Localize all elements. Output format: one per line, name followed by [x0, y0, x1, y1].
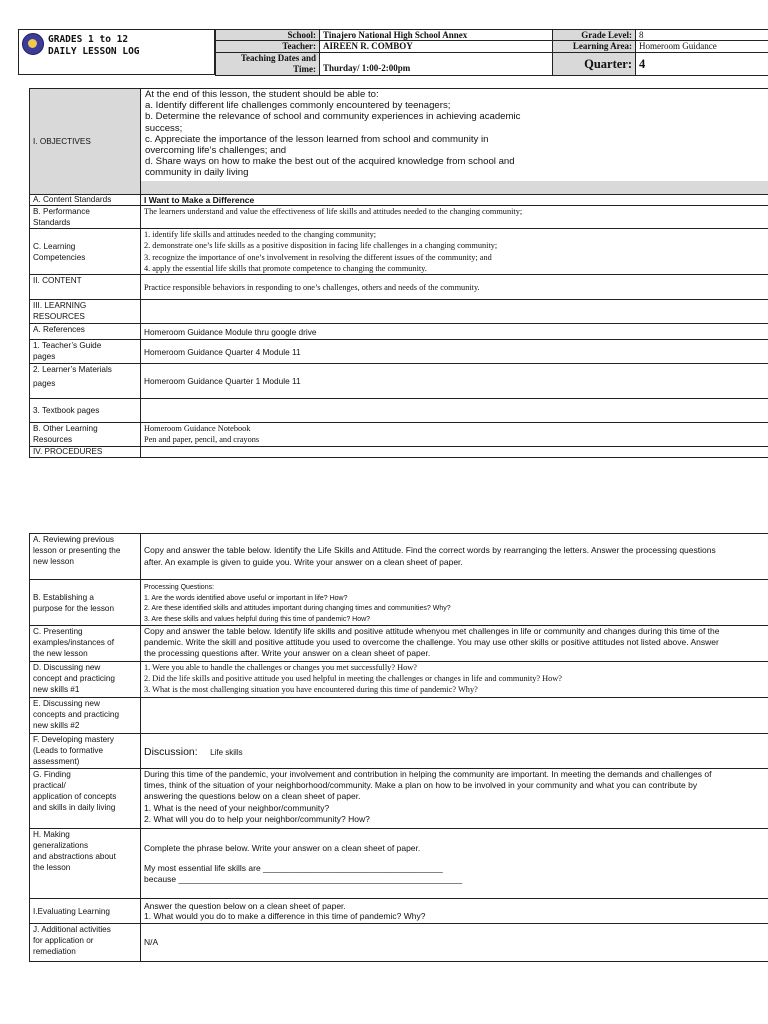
proc-c-text: Copy and answer the table below. Identify life skills and positive attitude whenyou met challenges in life or community and changes during this time of the pandemic. Write the skill and positive attitude you used to overcome the challenge. You may use other skills or positive attitudes not listed above. Answer the processing questions after. Write your answer on a clean sheet of paper. — [141, 626, 768, 662]
teachers-guide-label: 1. Teacher’s Guide pages — [30, 340, 141, 364]
learners-materials-value: Homeroom Guidance Quarter 1 Module 11 — [141, 364, 768, 399]
proc-j-text: N/A — [141, 924, 768, 962]
area-value: Homeroom Guidance — [636, 41, 768, 53]
textbook-pages-value — [141, 399, 768, 423]
textbook-pages-label: 3. Textbook pages — [30, 399, 141, 423]
deped-seal-icon — [22, 33, 44, 55]
proc-d-label: D. Discussing new concept and practicing new skills #1 — [30, 662, 141, 698]
proc-e-text — [141, 698, 768, 734]
learning-resources-value — [141, 300, 768, 324]
performance-standards-label: B. Performance Standards — [30, 206, 141, 229]
lesson-table-top — [29, 88, 768, 458]
content-label: II. CONTENT — [30, 275, 141, 300]
other-resources-label: B. Other Learning Resources — [30, 423, 141, 447]
quarter-label: Quarter: — [553, 53, 636, 76]
proc-c-label: C. Presenting examples/instances of the new lesson — [30, 626, 141, 662]
objectives-text: At the end of this lesson, the student should be able to: a. Identify different life challenges commonly encountered by teenagers; b. Determine the relevance of school and community experiences in achieving academic success; c. Appreciate the importance of the lesson learned from school and community in overcoming life’s challenges; and d. Share ways on how to make the best out of the acquired knowledge from school and community in daily living — [145, 89, 521, 179]
area-label: Learning Area: — [553, 41, 636, 53]
teacher-value: AIREEN R. COMBOY — [320, 41, 553, 53]
proc-i-text: Answer the question below on a clean sheet of paper. 1. What would you do to make a difference in this time of pandemic? Why? — [141, 899, 768, 924]
objectives-cell — [141, 89, 768, 195]
school-value: Tinajero National High School Annex — [320, 30, 553, 41]
dates-value: Thurday/ 1:00-2:00pm — [320, 53, 553, 76]
content-standards-value: I Want to Make a Difference — [141, 195, 768, 206]
proc-a-label: A. Reviewing previous lesson or presenting the new lesson — [30, 534, 141, 580]
content-standards-label: A. Content Standards — [30, 195, 141, 206]
proc-f-label: F. Developing mastery (Leads to formative assessment) — [30, 734, 141, 769]
proc-e-label: E. Discussing new concepts and practicing new skills #2 — [30, 698, 141, 734]
proc-h-text: Complete the phrase below. Write your answer on a clean sheet of paper. My most essential life skills are ______________________________________ because ____________________________________________________________ — [141, 829, 768, 899]
procedures-value — [141, 447, 768, 458]
grade-label: Grade Level: — [553, 30, 636, 41]
proc-a-text: Copy and answer the table below. Identify the Life Skills and Attitude. Find the correct words by rearranging the letters. Answer the processing questions after. An example is given to guide you. Write your answer on a clean sheet of paper. — [141, 534, 768, 580]
dates-label: Teaching Dates and Time: — [216, 53, 320, 76]
proc-d-text: 1. Were you able to handle the challenges or changes you met successfully? How? 2. Did the life skills and positive attitude you used helpful in meeting the challenges or changes in life and community? How? 3. What is the most challenging situation you have encountered during this time of pandemic? Why? — [141, 662, 768, 698]
school-label: School: — [216, 30, 320, 41]
proc-g-text: During this time of the pandemic, your involvement and contribution in helping the community are important. In meeting the demands and challenges of times, think of the situation of your neighborhood/community. Make a plan on how to be involved in your community and what you can contribute by answering the questions below on a clean sheet of paper. 1. What is the need of your neighbor/community? 2. What will you do to help your neighbor/community? How? — [141, 769, 768, 829]
other-resources-value: Homeroom Guidance Notebook Pen and paper, pencil, and crayons — [141, 423, 768, 447]
teacher-label: Teacher: — [216, 41, 320, 53]
competencies-value: 1. identify life skills and attitudes needed to the changing community; 2. demonstrate one’s life skills as a positive disposition in facing life challenges in a changing community; 3. recognize the importance of one’s involvement in resolving the different issues of the community; and 4. apply the essential life skills that promote competence to changing the community. — [141, 229, 768, 275]
proc-f-text: Discussion: Life skills — [141, 734, 768, 769]
grade-value: 8 — [636, 30, 768, 41]
learners-materials-label: 2. Learner’s Materials pages — [30, 364, 141, 399]
objectives-label: I. OBJECTIVES — [30, 89, 141, 195]
proc-g-label: G. Finding practical/ application of concepts and skills in daily living — [30, 769, 141, 829]
references-value: Homeroom Guidance Module thru google drive — [141, 324, 768, 340]
objectives-shade — [141, 181, 768, 194]
header-table — [215, 29, 768, 76]
competencies-label: C. Learning Competencies — [30, 229, 141, 275]
learning-resources-label: III. LEARNING RESOURCES — [30, 300, 141, 324]
proc-j-label: J. Additional activities for application or remediation — [30, 924, 141, 962]
lesson-table-procedures — [29, 533, 768, 962]
performance-standards-value: The learners understand and value the effectiveness of life skills and attitudes needed to the changing community; — [141, 206, 768, 229]
references-label: A. References — [30, 324, 141, 340]
proc-i-label: I.Evaluating Learning — [30, 899, 141, 924]
teachers-guide-value: Homeroom Guidance Quarter 4 Module 11 — [141, 340, 768, 364]
page-title: GRADES 1 to 12 DAILY LESSON LOG — [48, 34, 140, 57]
procedures-label: IV. PROCEDURES — [30, 447, 141, 458]
proc-b-label: B. Establishing a purpose for the lesson — [30, 580, 141, 626]
proc-h-label: H. Making generalizations and abstractions about the lesson — [30, 829, 141, 899]
content-value: Practice responsible behaviors in responding to one’s challenges, others and needs of the community. — [141, 275, 768, 300]
quarter-value: 4 — [636, 53, 768, 76]
proc-b-text: Processing Questions: 1. Are the words identified above useful or important in life? How? 2. Are these identified skills and attitudes important during changing times and communities? Why? 3. Are these skills and values helpful during this time of pandemic? How? — [141, 580, 768, 626]
